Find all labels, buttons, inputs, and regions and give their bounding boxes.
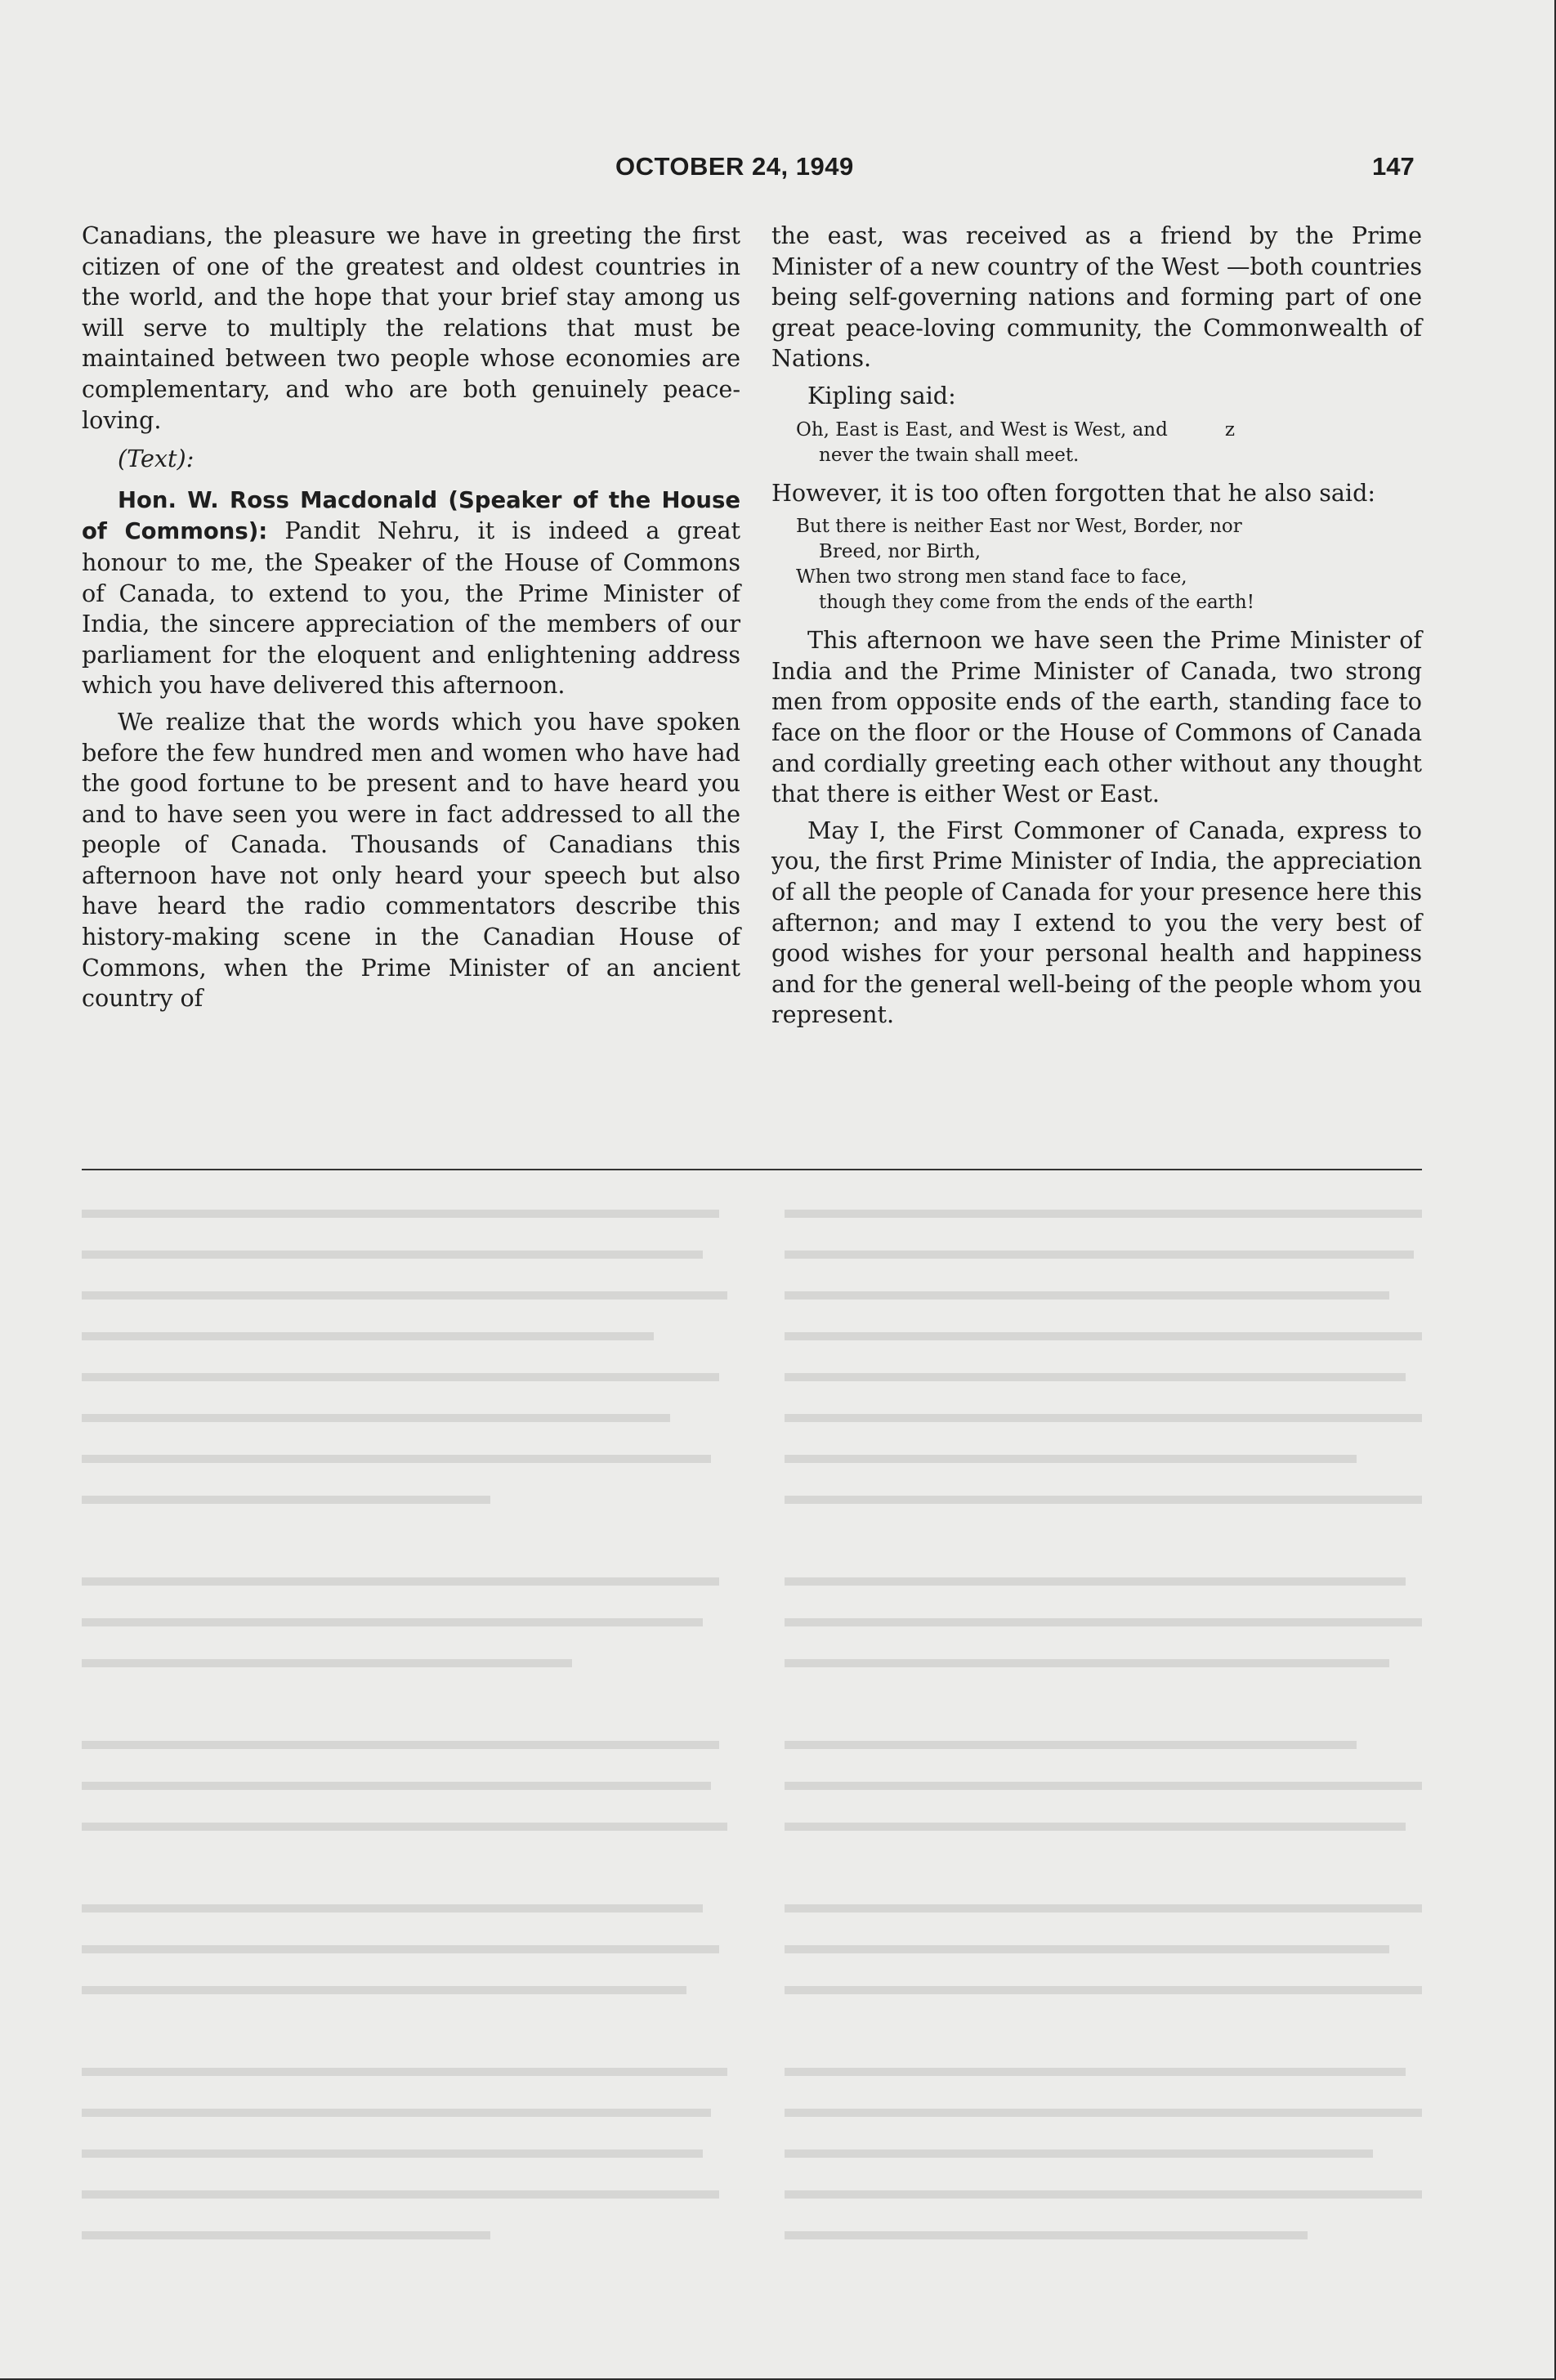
speaker-paragraph [82, 485, 740, 701]
page-number: 147 [1372, 152, 1415, 181]
page-header [0, 152, 1556, 193]
quotation-block [796, 514, 1422, 615]
margin-mark: z [1224, 418, 1235, 441]
quote-text: Oh, East is East, and West is West, and [796, 418, 1168, 441]
quotation-block [796, 418, 1422, 468]
quote-line: never the twain shall meet. [819, 444, 1080, 466]
quote-line [796, 418, 1422, 443]
paragraph: the east, was received as a friend by the Prime Minister of a new country of the West —both countries being self-governing nations and forming part of one great peace-loving community, the Commonwealth of Nations. [771, 221, 1422, 373]
quote-line: When two strong men stand face to face, [796, 566, 1187, 588]
quote-line: though they come from the ends of the earth! [819, 592, 1254, 614]
paragraph: However, it is too often forgotten that he also said: [771, 478, 1376, 507]
paragraph: We realize that the words which you have spoken before the few hundred men and women who have had the good fortune to be present and to have heard you and to have seen you were in fact addressed to all the people of Canada. Thousands of Canadians this afternoon have not only heard your speech but also have heard the radio commentators describe this history-making scene in the Canadian House of Commons, when the Prime Minister of an ancient country of [82, 707, 740, 1013]
paragraph: This afternoon we have seen the Prime Minister of India and the Prime Minister of Canada, two strong men from opposite ends of the earth, standing face to face on the floor or the House of Commons of Canada and cordially greeting each other without any thought that there is either West or East. [771, 626, 1422, 808]
text-note: (Text): [118, 445, 194, 473]
paragraph: Canadians, the pleasure we have in greeting the first citizen of one of the greatest and oldest countries in the world, and the hope that your brief stay among us will serve to multiply the relations that must be maintained between two people whose economies are complementary, and who are both genuinely peace-loving. [82, 221, 740, 434]
paragraph: Kipling said: [807, 381, 956, 409]
speaker-name: Hon. W. Ross Macdonald (Speaker of the House of Commons): [82, 486, 740, 545]
bleed-through-texture [82, 1193, 1422, 2338]
paragraph-body: Pandit Nehru, it is indeed a great honour to me, the Speaker of the House of Commons of Canada, to extend to you, the Prime Minister of India, the sincere appreciation of the members of our parliament for the eloquent and enlightening address which you have delivered this afternoon. [82, 517, 740, 700]
horizontal-rule [82, 1169, 1422, 1170]
right-column [771, 221, 1422, 1036]
quote-line: Breed, nor Birth, [819, 541, 981, 563]
left-column [82, 221, 740, 1020]
paragraph: May I, the First Commoner of Canada, express to you, the first Prime Minister of India, the appreciation of all the people of Canada for your presence here this afternon; and may I extend to you the very best of good wishes for your personal health and happiness and for the general well-being of the people whom you represent. [771, 816, 1422, 1029]
header-date: OCTOBER 24, 1949 [615, 152, 854, 181]
quote-line: But there is neither East nor West, Border, nor [796, 516, 1242, 538]
